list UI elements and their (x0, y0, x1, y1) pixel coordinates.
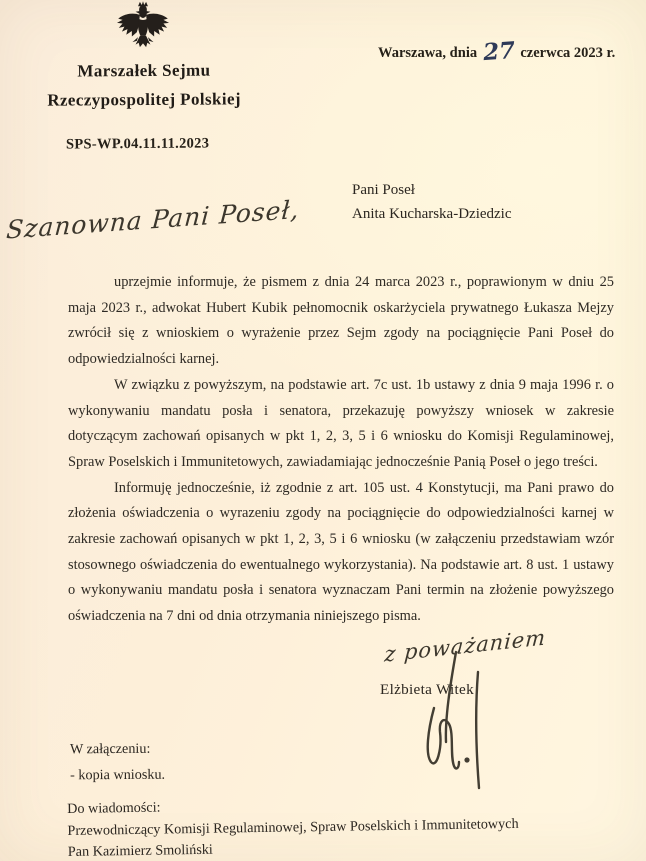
sender-title-line2: Rzeczypospolitej Polskiej (47, 89, 241, 110)
body-paragraph-2: W związku z powyższym, na podstawie art. 7c ust. 1b ustawy z dnia 9 maja 1996 r. o wykonywaniu mandatu posła i senatora, przekazuję powyższy wniosek w zakresie dotyczącym zachowań opisanych w pkt 1, 2, 3, 5 i 6 wniosku do Komisji Regulaminowej, Spraw Poselskich i Immunitetowych, zawiadamiając jednocześnie Panią Poseł o jego treści. (68, 376, 614, 470)
handwritten-salutation: Szanowna Pani Poseł, (5, 194, 301, 245)
dateline (378, 36, 616, 67)
signer-name: Elżbieta Witek (380, 681, 474, 698)
body-paragraph-1: uprzejmie informuje, że pismem z dnia 24 marca 2023 r., poprawionym w dniu 25 maja 2023 r., adwokat Hubert Kubik pełnomocnik oskarżyciela prywatnego Łukasza Mejzy zwrócił się z wnioskiem o wyrażenie przez Sejm zgody na pociągnięcie Pani Poseł do odpowiedzialności karnej. (68, 274, 614, 368)
handwritten-valediction: z poważaniem (383, 625, 547, 667)
polish-eagle-icon (112, 0, 174, 57)
letter-body (68, 270, 614, 630)
attachments-label: W załączeniu: (69, 740, 151, 758)
attachments-block (70, 736, 165, 789)
cc-line-1: Przewodniczący Komisji Regulaminowej, Spraw Poselskich i Immunitetowych (67, 815, 519, 839)
date-place-label: Warszawa, dnia (378, 45, 478, 61)
recipient-name: Anita Kucharska-Dziedzic (352, 206, 512, 222)
date-month-year: czerwca 2023 r. (520, 45, 616, 61)
attachments-item: - kopia wniosku. (70, 766, 166, 784)
sender-title-line1: Marszałek Sejmu (77, 60, 211, 81)
cc-block (67, 792, 519, 861)
cc-line-2: Pan Kazimierz Smoliński (67, 841, 213, 861)
cc-label: Do wiadomości: (67, 799, 161, 818)
date-day-handwritten: 27 (481, 36, 516, 67)
body-paragraph-3: Informuję jednocześnie, iż zgodnie z art. 105 ust. 4 Konstytucji, ma Pani prawo do złożenia oświadczenia o wyrazeniu zgody na pociągnięcie do odpowiedzialności karnej w zakresie zachowań opisanych w pkt 1, 2, 3, 5 i 6 wniosku (w załączeniu przedstawiam wzór stosownego oświadczenia do ewentualnego wykorzystania). Na podstawie art. 8 ust. 1 ustawy o wykonywaniu mandatu posła i senatora wyznaczam Pani termin na złożenie powyższego oświadczenia na 7 dni od dnia otrzymania niniejszego pisma. (68, 479, 614, 625)
recipient-title: Pani Poseł (352, 182, 415, 198)
recipient-block (352, 178, 512, 226)
reference-number: SPS-WP.04.11.11.2023 (65, 135, 210, 153)
signature-scribble-icon (412, 650, 524, 792)
sender-block (28, 55, 260, 115)
